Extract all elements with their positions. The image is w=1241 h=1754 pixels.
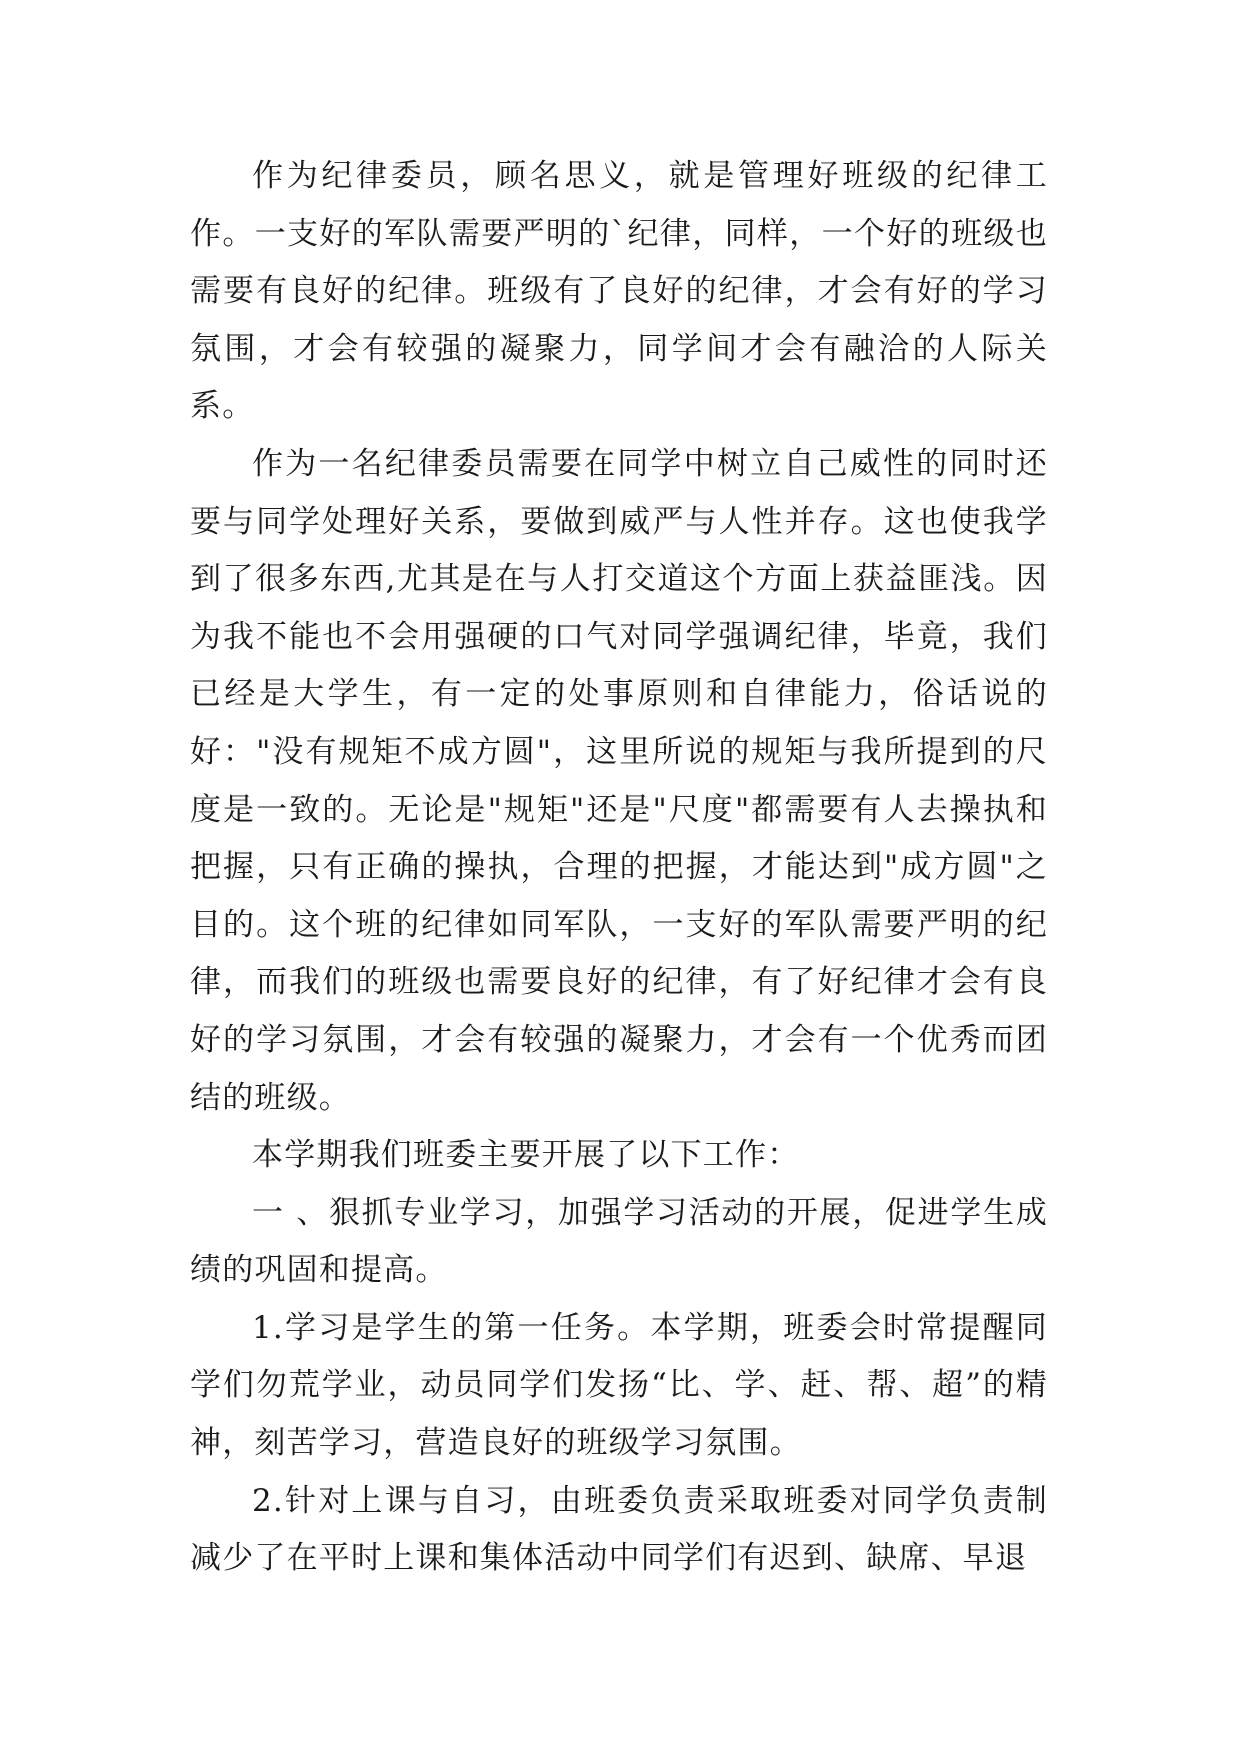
paragraph-discipline-experience: 作为一名纪律委员需要在同学中树立自己威性的同时还要与同学处理好关系，要做到威严与人性并存。这也使我学到了很多东西,尤其是在与人打交道这个方面上获益匪浅。因为我不能也不会用强硬的口气对同学强调纪律，毕竟，我们已经是大学生，有一定的处事原则和自律能力，俗话说的好："没有规矩不成方圆"，这里所说的规矩与我所提到的尺度是一致的。无论是"规矩"还是"尺度"都需要有人去操执和把握，只有正确的操执，合理的把握，才能达到"成方圆"之目的。这个班的纪律如同军队，一支好的军队需要严明的纪律，而我们的班级也需要良好的纪律，有了好纪律才会有良好的学习氛围，才会有较强的凝聚力，才会有一个优秀而团结的班级。: [190, 445, 1048, 1116]
paragraph-section-heading-1: 一 、狠抓专业学习，加强学习活动的开展，促进学生成绩的巩固和提高。: [190, 1194, 1048, 1289]
document-body: [190, 148, 1048, 1588]
paragraph-discipline-role: 作为纪律委员，顾名思义，就是管理好班级的纪律工作。一支好的军队需要严明的`纪律，同样，一个好的班级也需要有良好的纪律。班级有了良好的纪律，才会有好的学习氛围，才会有较强的凝聚力，同学间才会有融洽的人际关系。: [190, 158, 1048, 425]
paragraph-item-2: 2.针对上课与自习，由班委负责采取班委对同学负责制减少了在平时上课和集体活动中同学们有迟到、缺席、早退: [190, 1482, 1048, 1577]
paragraph-work-intro: 本学期我们班委主要开展了以下工作：: [252, 1137, 800, 1174]
paragraph-item-1: 1.学习是学生的第一任务。本学期，班委会时常提醒同学们勿荒学业，动员同学们发扬“比、学、赶、帮、超”的精神，刻苦学习，营造良好的班级学习氛围。: [190, 1309, 1048, 1462]
